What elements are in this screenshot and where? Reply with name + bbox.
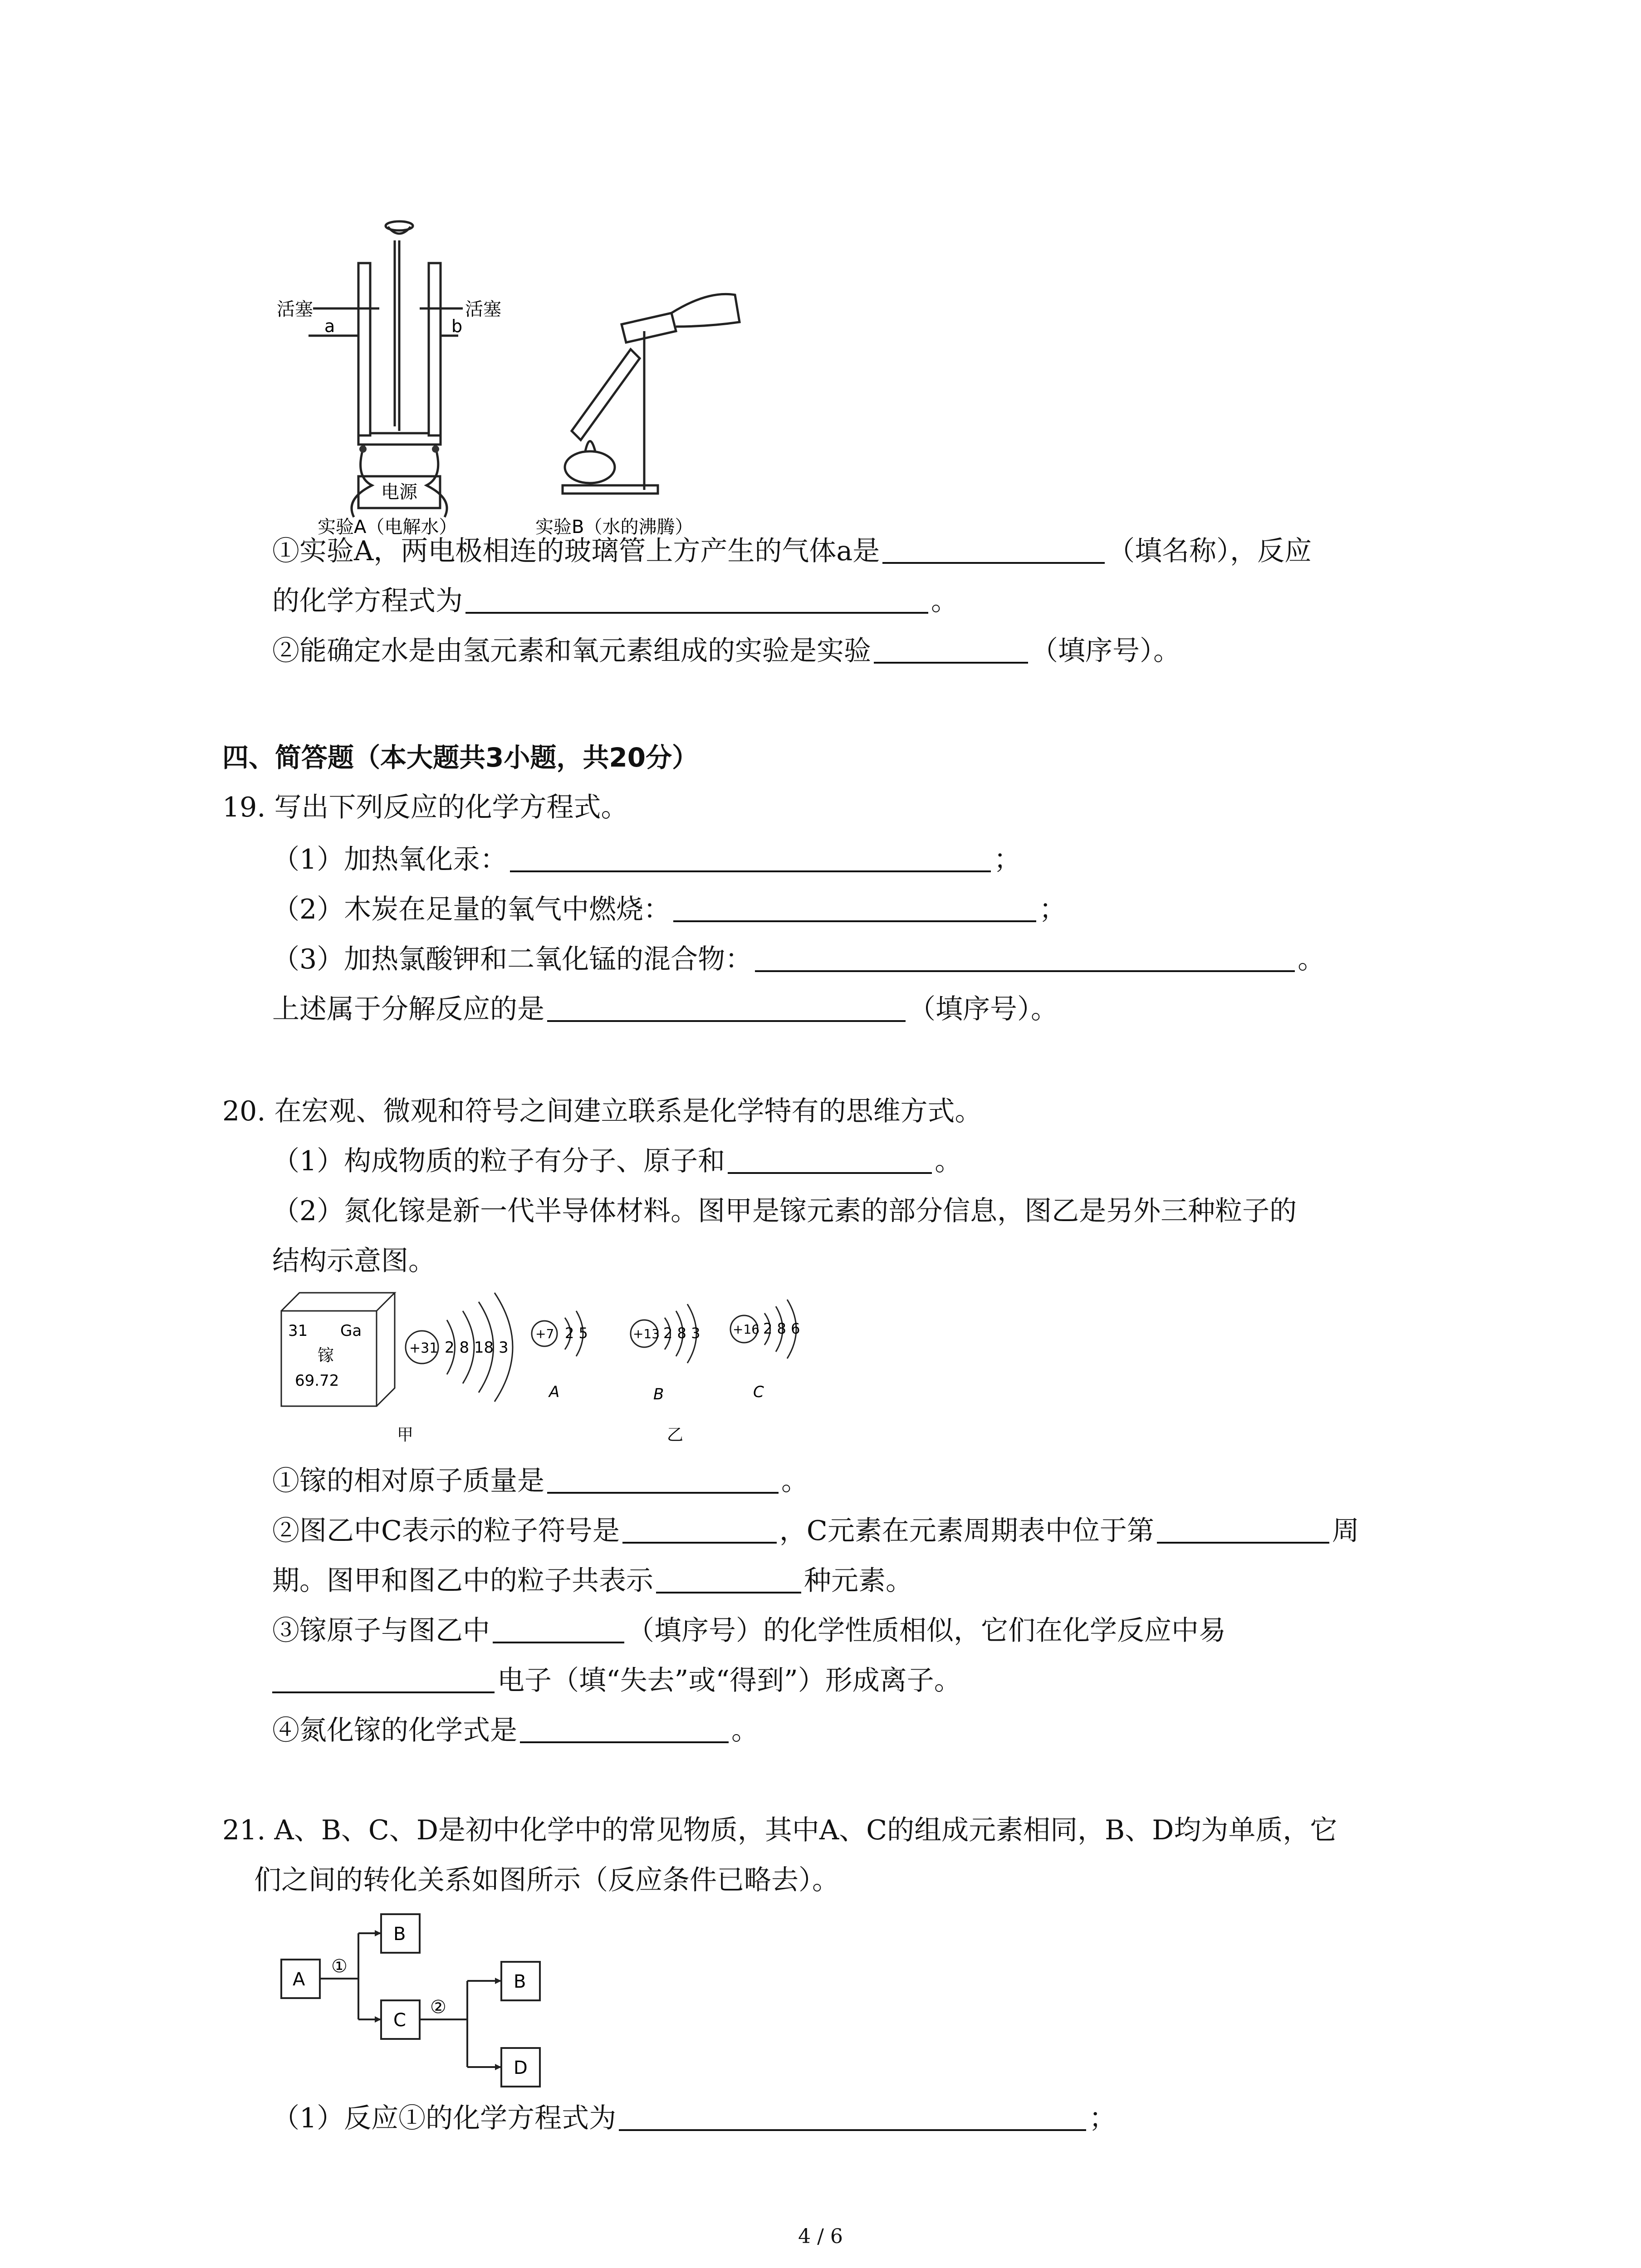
answer-blank[interactable] (882, 535, 1105, 564)
power-label: 电源 (381, 482, 417, 503)
plug-left-label: 活塞 (277, 299, 313, 320)
b-shells: 2 8 3 (663, 1325, 700, 1342)
caption-b: 实验B（水的沸腾） (535, 517, 693, 538)
node-b-top: B (393, 1924, 406, 1945)
conversion-diagram (277, 1905, 558, 2096)
q20-sub3: ③镓原子与图乙中 （填序号）的化学性质相似，它们在化学反应中易 (272, 1615, 1226, 1647)
atom-structure-figure (272, 1284, 862, 1456)
a-shells: 2 5 (565, 1325, 588, 1342)
reaction-1-label: ① (331, 1956, 348, 1977)
a-nucleus: +7 (535, 1326, 554, 1341)
label-b: B (653, 1385, 664, 1403)
answer-blank[interactable] (520, 1714, 729, 1743)
answer-blank[interactable] (547, 1465, 779, 1494)
cell-name: 镓 (318, 1346, 334, 1365)
q20-sub3-cont: 电子（填“失去”或“得到”）形成离子。 (272, 1662, 961, 1699)
label-yi: 乙 (667, 1426, 684, 1444)
answer-blank[interactable] (728, 1145, 932, 1174)
node-b-right: B (514, 1971, 526, 1992)
q18-line3: ②能确定水是由氢元素和氧元素组成的实验是实验 （填序号）。 (272, 635, 1181, 667)
q18-line2: 的化学方程式为 。 (272, 585, 958, 617)
ga-nucleus: +31 (409, 1340, 438, 1356)
q20-sub4: ④氮化镓的化学式是 。 (272, 1715, 759, 1746)
q18-line1: ①实验A，两电极相连的玻璃管上方产生的气体a是 （填名称），反应 (272, 535, 1312, 567)
q20-sub2: ②图乙中C表示的粒子符号是 ，C元素在元素周期表中位于第 周 (272, 1515, 1359, 1547)
q19-part3: （3）加热氯酸钾和二氧化锰的混合物： 。 (272, 943, 1325, 975)
q21-part1: （1）反应①的化学方程式为 ； (272, 2102, 1117, 2134)
answer-blank[interactable] (673, 893, 1036, 922)
section-title: 四、简答题（本大题共3小题，共20分） (222, 742, 699, 773)
q19-stem: 19. 写出下列反应的化学方程式。 (222, 792, 628, 823)
cell-number: 31 (288, 1322, 308, 1340)
q21-stem1: 21. A、B、C、D是初中化学中的常见物质，其中A、C的组成元素相同，B、D均为单质，它 (222, 1814, 1337, 1846)
plug-right-label: 活塞 (465, 299, 501, 320)
page-number: 4 / 6 (798, 2225, 843, 2248)
q20-part2a: （2）氮化镓是新一代半导体材料。图甲是镓元素的部分信息，图乙是另外三种粒子的 (272, 1195, 1297, 1227)
b-nucleus: +13 (633, 1326, 660, 1341)
ga-shells: 2 8 18 3 (445, 1339, 509, 1357)
q20-stem: 20. 在宏观、微观和符号之间建立联系是化学特有的思维方式。 (222, 1095, 982, 1127)
label-c: C (753, 1383, 764, 1401)
answer-blank[interactable] (493, 1614, 624, 1643)
answer-blank[interactable] (1157, 1515, 1329, 1544)
label-a: A (549, 1383, 560, 1401)
answer-blank[interactable] (656, 1564, 801, 1593)
answer-blank[interactable] (619, 2102, 1086, 2131)
c-shells: 2 8 6 (763, 1320, 800, 1337)
tube-a-label: a (324, 316, 335, 336)
q20-sub2-cont: 期。图甲和图乙中的粒子共表示 种元素。 (272, 1565, 913, 1597)
caption-a: 实验A（电解水） (318, 517, 457, 538)
answer-blank[interactable] (874, 635, 1028, 664)
cell-symbol: Ga (340, 1322, 362, 1340)
experiment-figure (272, 213, 808, 540)
c-nucleus: +16 (733, 1322, 760, 1337)
node-a: A (293, 1969, 305, 1990)
q20-part2b: 结构示意图。 (272, 1245, 436, 1277)
answer-blank[interactable] (272, 1664, 495, 1693)
q19-part1: （1）加热氧化汞： ； (272, 844, 1021, 875)
node-d: D (514, 2058, 528, 2078)
cell-mass: 69.72 (295, 1372, 339, 1390)
tube-b-label: b (451, 316, 463, 336)
reaction-2-label: ② (430, 1997, 446, 2018)
label-jia: 甲 (397, 1426, 414, 1444)
q20-sub1: ①镓的相对原子质量是 。 (272, 1465, 808, 1497)
q19-part2: （2）木炭在足量的氧气中燃烧： ； (272, 894, 1067, 925)
answer-blank[interactable] (547, 993, 906, 1022)
q19-part4: 上述属于分解反应的是 （填序号）。 (272, 993, 1058, 1025)
node-c: C (393, 2010, 406, 2031)
answer-blank[interactable] (622, 1515, 777, 1544)
q21-stem2: 们之间的转化关系如图所示（反应条件已略去）。 (254, 1864, 839, 1896)
q20-part1: （1）构成物质的粒子有分子、原子和 。 (272, 1145, 962, 1177)
answer-blank[interactable] (510, 843, 991, 872)
answer-blank[interactable] (465, 585, 928, 614)
answer-blank[interactable] (755, 943, 1295, 972)
